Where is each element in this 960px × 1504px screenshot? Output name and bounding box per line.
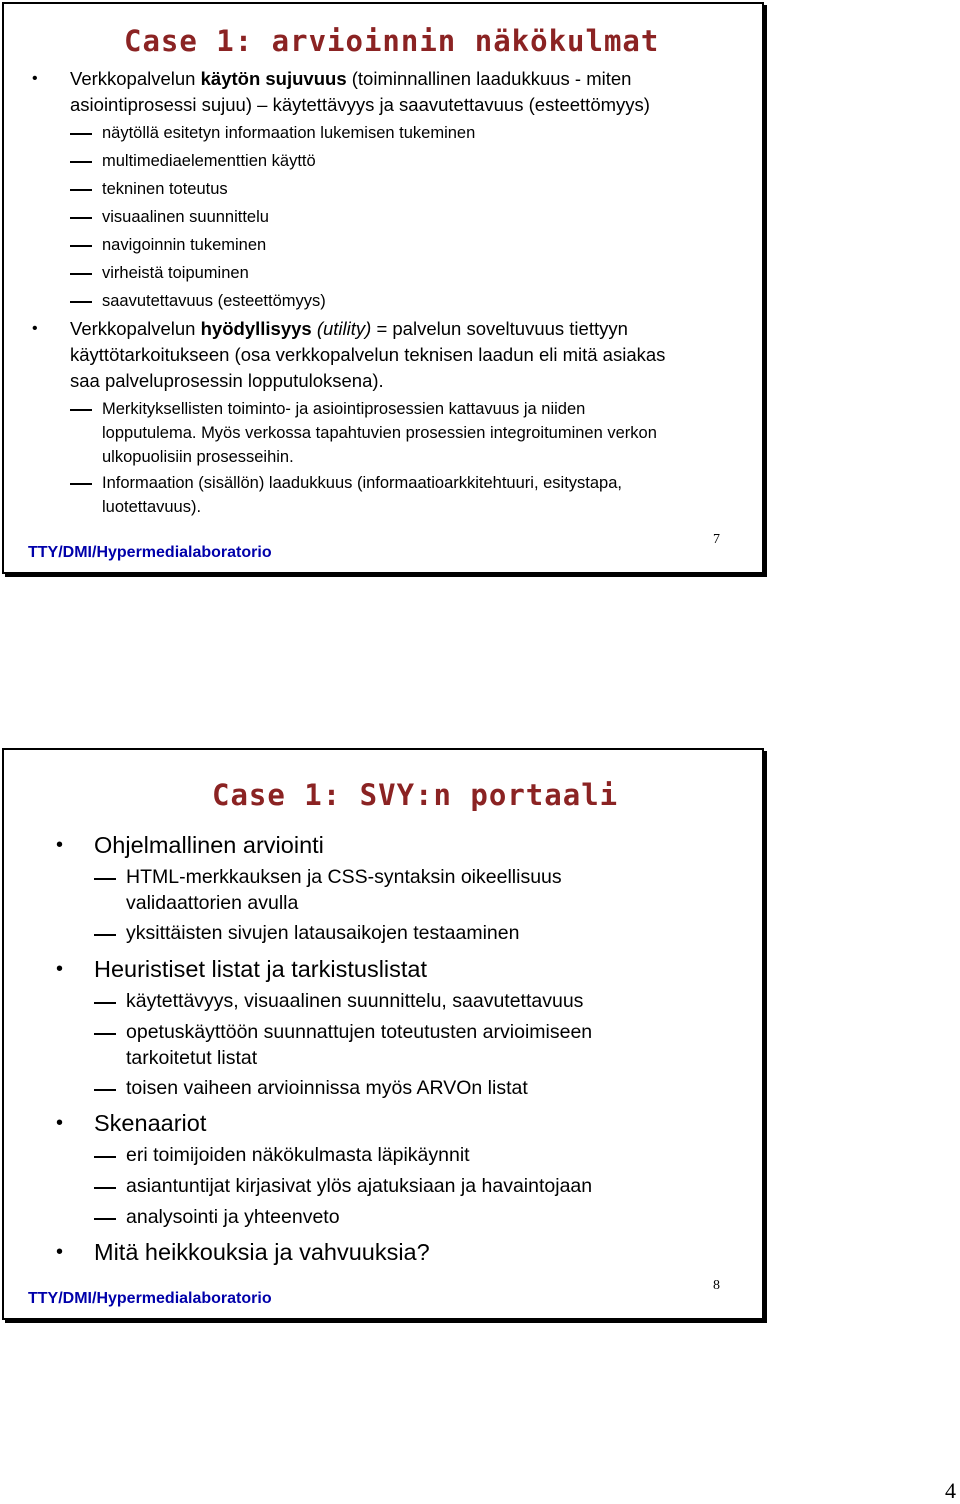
bullet-dot: • [56, 1241, 64, 1263]
slide-footer: TTY/DMI/Hypermedialaboratorio [28, 1290, 272, 1307]
dash-marker [70, 161, 92, 163]
dash-marker [70, 133, 92, 135]
sub-item: Merkityksellisten toiminto- ja asiointiprosessien kattavuus ja niiden [102, 400, 586, 418]
slide-8 [2, 748, 764, 1320]
page-number: 4 [945, 1478, 956, 1503]
sub-item: eri toimijoiden näkökulmasta läpikäynnit [126, 1144, 470, 1166]
sub-item-cont: luotettavuus). [102, 498, 202, 516]
dash-marker [70, 273, 92, 275]
bullet-text: Skenaariot [94, 1110, 207, 1136]
sub-item: navigoinnin tukeminen [102, 236, 267, 254]
bullet-text-cont: saa palveluprosessin lopputuloksena). [70, 370, 384, 391]
bullet-dot: • [56, 958, 64, 980]
slide-title: Case 1: SVY:n portaali [212, 778, 619, 812]
slide-number: 7 [713, 532, 720, 547]
dash-marker [94, 1033, 116, 1035]
dash-marker [94, 878, 116, 880]
bullet-text: Mitä heikkouksia ja vahvuuksia? [94, 1239, 430, 1265]
sub-item: käytettävyys, visuaalinen suunnittelu, saavutettavuus [126, 990, 584, 1012]
dash-marker [94, 1187, 116, 1189]
dash-marker [94, 1218, 116, 1220]
bullet-text: Verkkopalvelun käytön sujuvuus (toiminnallinen laadukkuus - miten [70, 68, 632, 89]
sub-item: saavutettavuus (esteettömyys) [102, 292, 326, 310]
bullet-text: Heuristiset listat ja tarkistuslistat [94, 956, 428, 982]
sub-item: Informaation (sisällön) laadukkuus (informaatioarkkitehtuuri, esitystapa, [102, 474, 622, 492]
sub-item-cont: tarkoitetut listat [126, 1047, 258, 1069]
sub-item: toisen vaiheen arvioinnissa myös ARVOn listat [126, 1077, 528, 1099]
slide-number: 8 [713, 1278, 720, 1293]
slide-footer: TTY/DMI/Hypermedialaboratorio [28, 544, 272, 561]
sub-item: virheistä toipuminen [102, 264, 249, 282]
dash-marker [70, 217, 92, 219]
sub-item-cont: ulkopuolisiin prosesseihin. [102, 448, 294, 466]
dash-marker [94, 934, 116, 936]
dash-marker [70, 409, 92, 411]
sub-item: analysointi ja yhteenveto [126, 1206, 340, 1228]
bullet-text-cont: asiointiprosessi sujuu) – käytettävyys ja saavutettavuus (esteettömyys) [70, 94, 650, 115]
bullet-dot: • [32, 70, 38, 87]
bullet-text-cont: käyttötarkoitukseen (osa verkkopalvelun teknisen laadun eli mitä asiakas [70, 344, 666, 365]
slide-title: Case 1: arvioinnin näkökulmat [124, 24, 660, 58]
sub-item: näytöllä esitetyn informaation lukemisen tukeminen [102, 124, 476, 142]
sub-item: yksittäisten sivujen latausaikojen testaaminen [126, 922, 520, 944]
sub-item: asiantuntijat kirjasivat ylös ajatuksiaan ja havaintojaan [126, 1175, 593, 1197]
sub-item: visuaalinen suunnittelu [102, 208, 269, 226]
sub-item: multimediaelementtien käyttö [102, 152, 316, 170]
sub-item-cont: validaattorien avulla [126, 892, 299, 914]
sub-item-cont: lopputulema. Myös verkossa tapahtuvien prosessien integroituminen verkon [102, 424, 657, 442]
sub-item: opetuskäyttöön suunnattujen toteutusten arvioimiseen [126, 1021, 593, 1043]
bullet-text: Ohjelmallinen arviointi [94, 832, 324, 858]
bullet-dot: • [56, 834, 64, 856]
dash-marker [94, 1089, 116, 1091]
dash-marker [70, 301, 92, 303]
slide-7 [2, 2, 764, 574]
bullet-dot: • [56, 1112, 64, 1134]
dash-marker [94, 1002, 116, 1004]
dash-marker [70, 483, 92, 485]
sub-item: HTML-merkkauksen ja CSS-syntaksin oikeellisuus [126, 866, 562, 888]
dash-marker [94, 1156, 116, 1158]
dash-marker [70, 245, 92, 247]
dash-marker [70, 189, 92, 191]
bullet-text: Verkkopalvelun hyödyllisyys (utility) = palvelun soveltuvuus tiettyyn [70, 318, 628, 339]
bullet-dot: • [32, 320, 38, 337]
sub-item: tekninen toteutus [102, 180, 228, 198]
